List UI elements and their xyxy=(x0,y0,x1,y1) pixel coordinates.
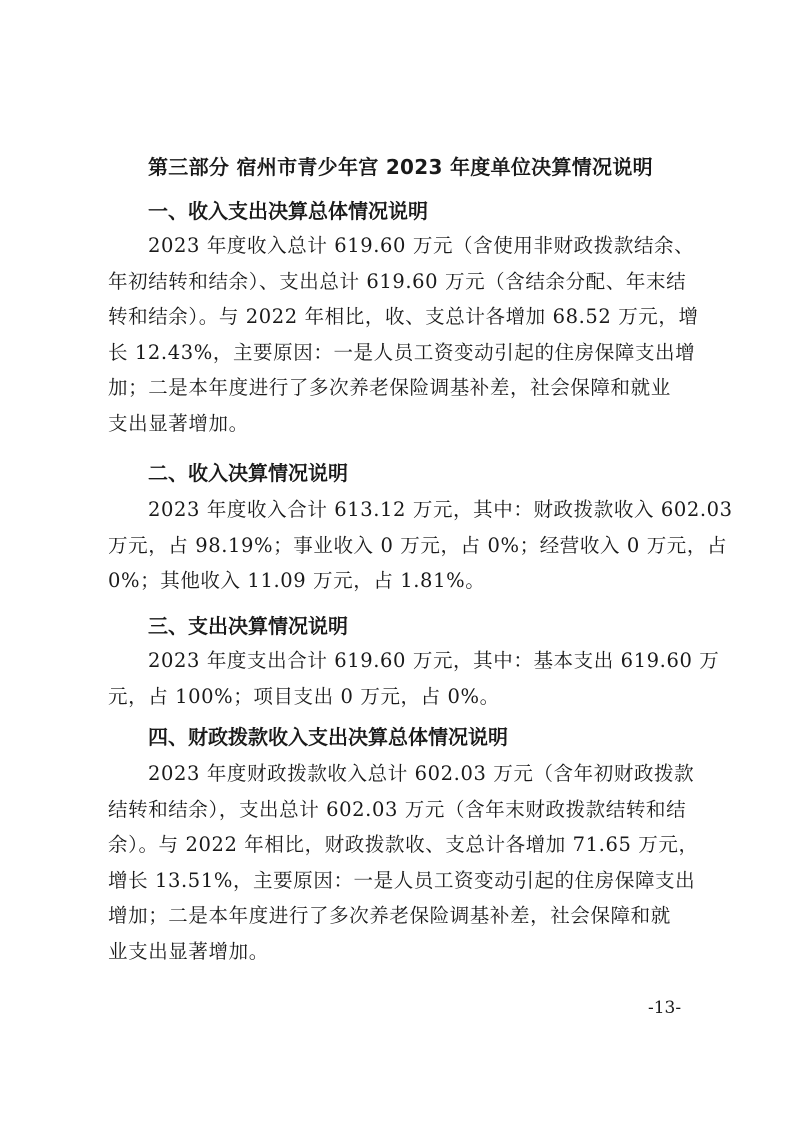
paragraph-line: 2023 年度财政拨款收入总计 602.03 万元（含年初财政拨款 xyxy=(148,762,695,785)
section-paragraph-fiscal-appropriation xyxy=(108,756,699,969)
paragraph-line: 2023 年度收入总计 619.60 万元（含使用非财政拨款结余、 xyxy=(148,234,695,257)
paragraph-line: 2023 年度收入合计 613.12 万元，其中：财政拨款收入 602.03 xyxy=(148,498,733,521)
paragraph-line: 元，占 100%；项目支出 0 万元，占 0%。 xyxy=(108,684,500,708)
document-title: 第三部分 宿州市青少年宫 2023 年度单位决算情况说明 xyxy=(148,155,653,179)
section-heading-expenditure: 三、支出决算情况说明 xyxy=(148,614,348,638)
paragraph-line: 余）。与 2022 年相比，财政拨款收、支总计各增加 71.65 万元， xyxy=(108,833,699,856)
page-number: -13- xyxy=(648,998,682,1018)
paragraph-line: 年初结转和结余）、支出总计 619.60 万元（含结余分配、年末结 xyxy=(108,269,687,293)
section-paragraph-income-expenditure-overview xyxy=(108,228,699,441)
section-heading-fiscal-appropriation: 四、财政拨款收入支出决算总体情况说明 xyxy=(148,725,508,749)
section-heading-income-expenditure-overview: 一、收入支出决算总体情况说明 xyxy=(148,199,428,223)
paragraph-line: 支出显著增加。 xyxy=(108,411,249,435)
section-paragraph-income xyxy=(108,492,733,599)
paragraph-line: 加；二是本年度进行了多次养老保险调基补差，社会保障和就业 xyxy=(108,376,671,399)
section-heading-income: 二、收入决算情况说明 xyxy=(148,461,348,485)
paragraph-line: 万元，占 98.19%；事业收入 0 万元，占 0%；经营收入 0 万元，占 xyxy=(108,533,728,557)
paragraph-line: 长 12.43%，主要原因：一是人员工资变动引起的住房保障支出增 xyxy=(108,340,696,364)
paragraph-line: 增长 13.51%，主要原因：一是人员工资变动引起的住房保障支出 xyxy=(108,868,696,892)
paragraph-line: 增加；二是本年度进行了多次养老保险调基补差，社会保障和就 xyxy=(108,904,671,927)
section-paragraph-expenditure xyxy=(108,643,720,714)
paragraph-line: 2023 年度支出合计 619.60 万元，其中：基本支出 619.60 万 xyxy=(148,649,720,672)
paragraph-line: 转和结余）。与 2022 年相比，收、支总计各增加 68.52 万元，增 xyxy=(108,305,699,328)
paragraph-line: 业支出显著增加。 xyxy=(108,939,269,963)
paragraph-line: 结转和结余），支出总计 602.03 万元（含年末财政拨款结转和结 xyxy=(108,797,687,821)
paragraph-line: 0%；其他收入 11.09 万元，占 1.81%。 xyxy=(108,569,486,592)
